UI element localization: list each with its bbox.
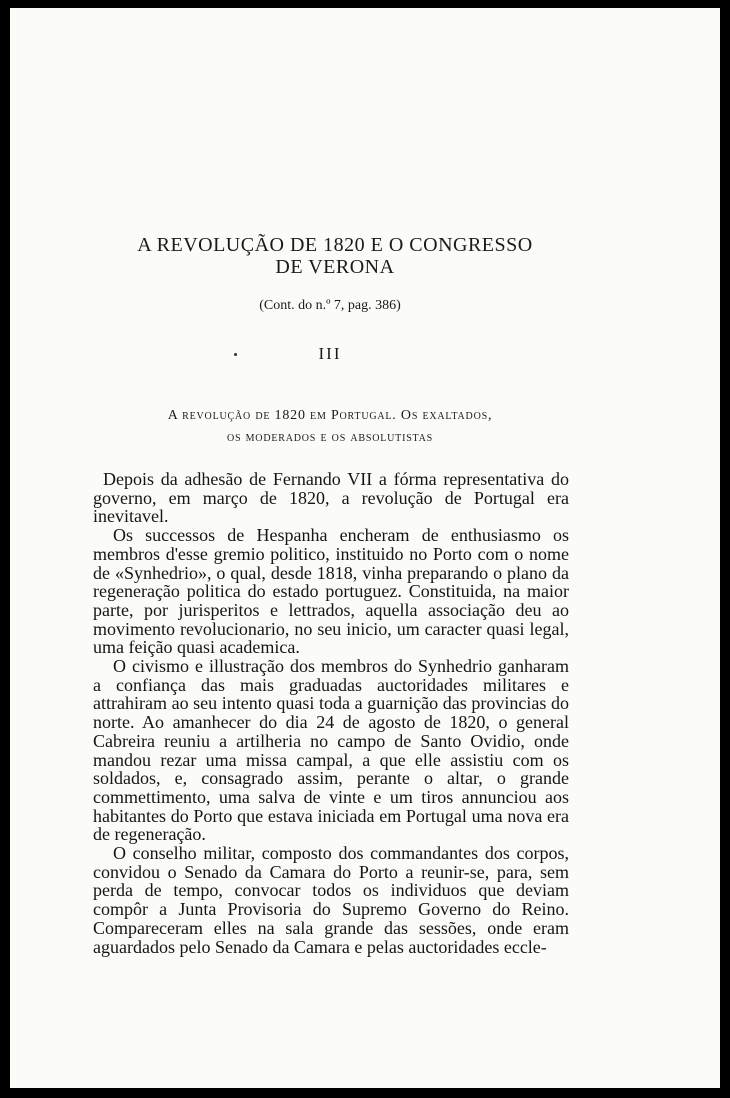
paragraph: Os successos de Hespanha encheram de enthusiasmo os membros d'esse gremio politico, instituido no Porto com o nome de «Synhedrio», o qual, desde 1818, vinha preparando o plano da regeneração politica do estado portuguez. Constituida, na maior parte, por jurisperitos e lettrados, aquella associação deu ao movimento revolucionario, no seu inicio, um caracter quasi legal, uma feição quasi academica. [93, 525, 569, 658]
book-page [10, 8, 720, 1088]
section-subtitle [10, 405, 650, 449]
title-line-2: DE VERONA [275, 256, 395, 278]
subtitle-line-2: os moderados e os absolutistas [226, 430, 434, 445]
paragraph: Depois da adhesão de Fernando VII a fórma representativa do governo, em março de 1820, a revolução de Portugal era inevitavel. [93, 469, 569, 527]
section-number: III [318, 344, 342, 363]
body-text [93, 470, 569, 956]
title-line-1: A REVOLUÇÃO DE 1820 E O CONGRESSO [137, 234, 533, 256]
article-title [10, 234, 660, 278]
subtitle-line-1: A revolução de 1820 em Portugal. Os exaltados, [167, 408, 493, 423]
paragraph: O conselho militar, composto dos commandantes dos corpos, convidou o Senado da Camara do Porto a reunir-se, para, sem perda de tempo, convocar todos os individuos que deviam compôr a Junta Provisoria do Supremo Governo do Reino. Compareceram elles na sala grande das sessões, onde eram aguardados pelo Senado da Camara e pelas auctoridades eccle- [93, 843, 569, 957]
paragraph: O civismo e illustração dos membros do Synhedrio ganharam a confiança das mais graduadas auctoridades militares e attrahiram ao seu intento quasi toda a guarnição das provincias do norte. Ao amanhecer do dia 24 de agosto de 1820, o general Cabreira reuniu a artilheria no campo de Santo Ovidio, onde mandou rezar uma missa campal, a que elle assistiu com os soldados, e, consagrado assim, perante o altar, o grande commettimento, uma salva de vinte e um tiros annunciou aos habitantes do Porto que estava iniciada em Portugal uma nova era de regeneração. [93, 656, 569, 845]
continuation-note: (Cont. do n.º 7, pag. 386) [259, 298, 401, 313]
